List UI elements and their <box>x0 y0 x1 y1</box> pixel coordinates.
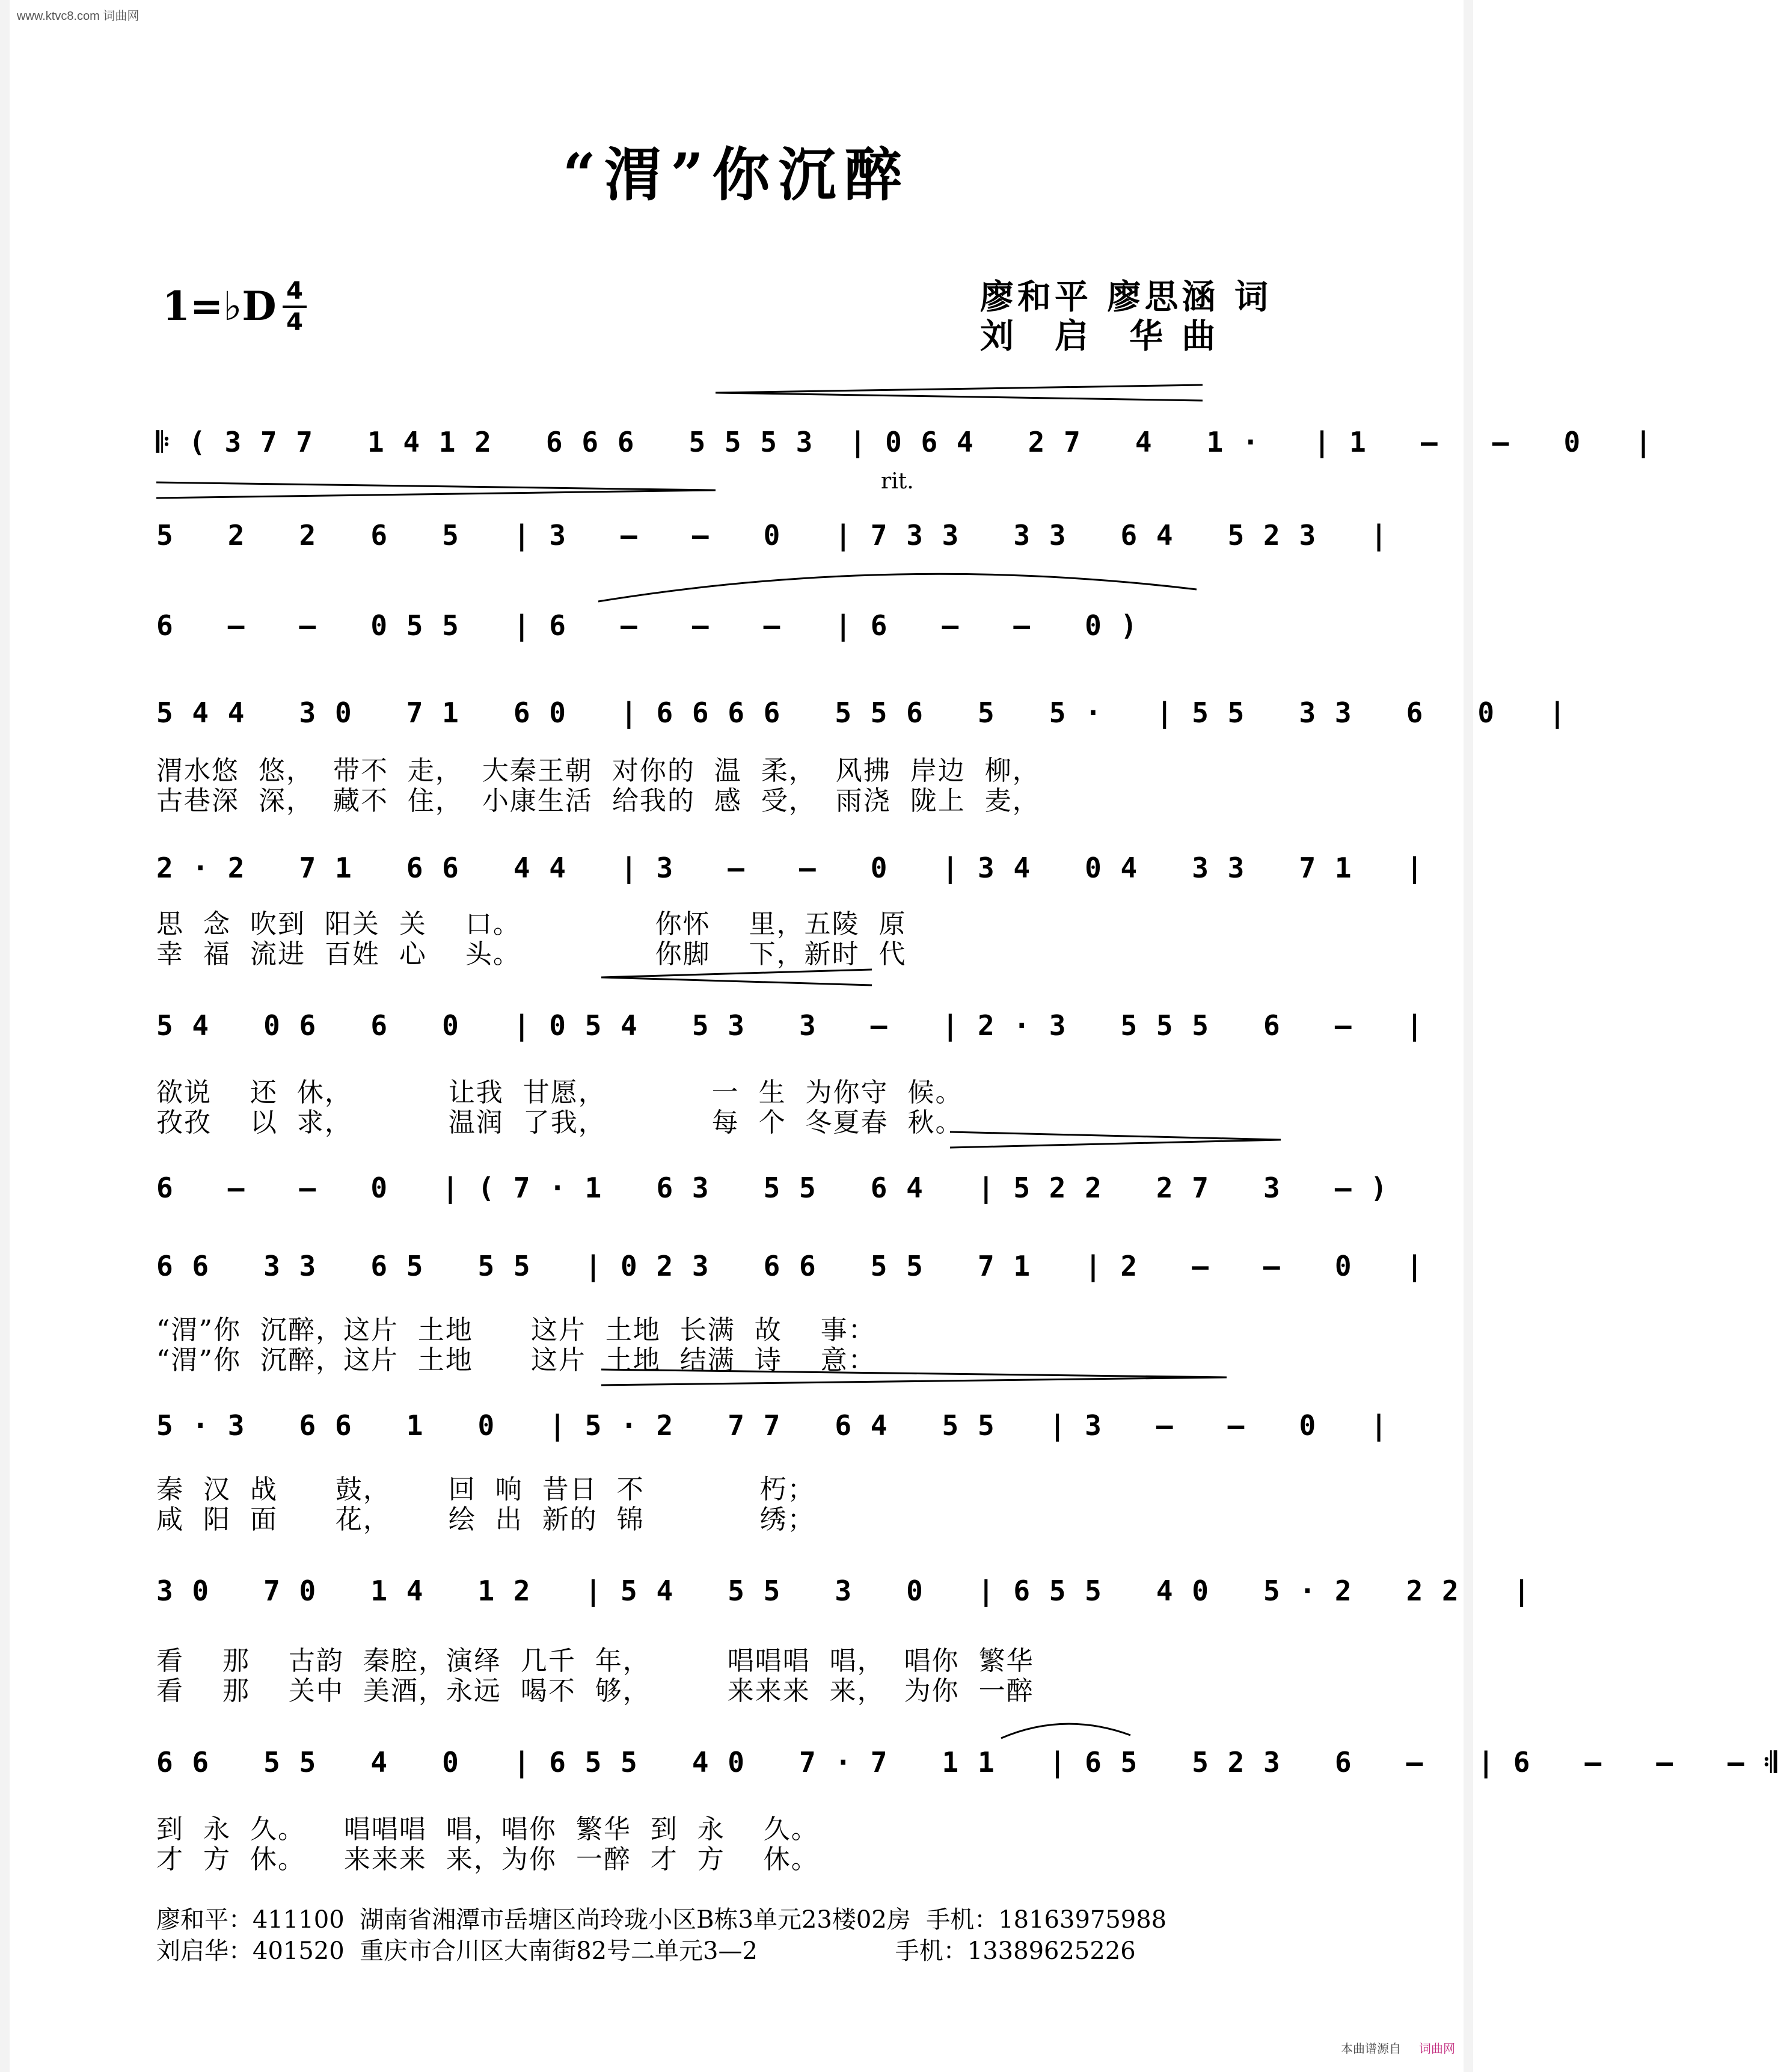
lyric-verse-2: 孜孜 以 求， 温润 了我， 每 个 冬夏春 秋。 <box>156 1107 963 1138</box>
lyric-verse-1: 到 永 久。 唱唱唱 唱，唱你 繁华 到 永 久。 <box>156 1814 819 1845</box>
staff-system-10 <box>156 1570 1531 1612</box>
staff-system-7 <box>156 1167 1388 1209</box>
lyric-verse-2: 幸 福 流进 百姓 心 头。 你脚 下，新时 代 <box>156 939 907 970</box>
meter-top: 4 <box>286 277 303 305</box>
decrescendo-hairpin <box>950 1131 1287 1149</box>
staff-system-3 <box>156 604 1317 647</box>
song-title: “渭”你沉醉 <box>562 141 911 209</box>
staff-system-5 <box>156 847 1424 889</box>
source-note: 本曲谱源自 <box>1341 2043 1401 2056</box>
site-watermark: www.ktvc8.com 词曲网 <box>17 10 139 23</box>
key-signature: 1=♭D <box>162 283 277 330</box>
lyricists-credit: 廖和平 廖思涵 词 <box>980 277 1272 317</box>
staff-system-9 <box>156 1404 1388 1446</box>
lyric-verse-1: 欲说 还 休， 让我 甘愿， 一 生 为你守 候。 <box>156 1077 963 1108</box>
meter-bar <box>283 306 307 308</box>
lyric-verse-1: 秦 汉 战 鼓， 回 响 昔日 不 朽； <box>156 1474 815 1505</box>
contact-line-lyricist: 廖和平：411100 湖南省湘潭市岳塘区尚玲珑小区B栋3单元23楼02房 手机：18163975988 <box>156 1906 1167 1934</box>
notation-line: 5 · 3 6 6 1 0 | 5 · 2 7 7 6 4 5 5 | 3 – – 0 | <box>156 1409 1388 1442</box>
staff-system-4 <box>156 692 1567 734</box>
notation-line: 6 – – 0 5 5 | 6 – – – | 6 – – 0 ) <box>156 609 1139 642</box>
ritardando-mark: rit. <box>881 469 914 494</box>
lyric-verse-2: “渭”你 沉醉，这片 土地 这片 土地 结满 诗 意： <box>156 1345 876 1376</box>
lyric-verse-2: 才 方 休。 来来来 来，为你 一醉 才 方 休。 <box>156 1844 819 1875</box>
slur-tie <box>595 565 1203 607</box>
crescendo-hairpin <box>716 384 1209 402</box>
crescendo-hairpin <box>601 968 878 986</box>
notation-line: 2 · 2 7 1 6 6 4 4 | 3 – – 0 | 3 4 0 4 3 3 7 1 | <box>156 852 1424 884</box>
lyric-verse-1: “渭”你 沉醉，这片 土地 这片 土地 长满 故 事： <box>156 1315 876 1345</box>
composer-credit: 刘 启 华 曲 <box>980 316 1219 356</box>
staff-system-6 <box>156 1004 1424 1047</box>
lyric-verse-2: 古巷深 深， 藏不 住， 小康生活 给我的 感 受， 雨浇 陇上 麦， <box>156 785 1040 816</box>
slur-tie <box>998 1717 1136 1741</box>
notation-line: 6 – – 0 | ( 7 · 1 6 3 5 5 6 4 | 5 2 2 2 7 3 – ) <box>156 1172 1388 1204</box>
source-site: 词曲网 <box>1419 2043 1455 2056</box>
staff-system-11 <box>156 1741 1778 1783</box>
time-signature <box>283 278 307 336</box>
lyric-verse-1: 渭水悠 悠， 带不 走， 大秦王朝 对你的 温 柔， 风拂 岸边 柳， <box>156 755 1040 786</box>
notation-line: 6 6 3 3 6 5 5 5 | 0 2 3 6 6 5 5 7 1 | 2 – – 0 | <box>156 1250 1424 1282</box>
lyric-verse-2: 看 那 关中 美酒，永远 喝不 够， 来来来 来， 为你 一醉 <box>156 1676 1034 1706</box>
notation-line: 6 6 5 5 4 0 | 6 5 5 4 0 7 · 7 1 1 | 6 5 5 2 3 6 – | 6 – – – 𝄇 <box>156 1746 1778 1778</box>
staff-system-1 <box>156 421 1653 463</box>
notation-line: 5 2 2 6 5 | 3 – – 0 | 7 3 3 3 3 6 4 5 2 3 | <box>156 519 1388 552</box>
staff-system-2 <box>156 514 1388 556</box>
left-margin-band <box>0 0 10 2072</box>
meter-bottom: 4 <box>286 309 303 336</box>
notation-line: 5 4 4 3 0 7 1 6 0 | 6 6 6 6 5 5 6 5 5 · | 5 5 3 3 6 0 | <box>156 696 1567 729</box>
notation-line: 3 0 7 0 1 4 1 2 | 5 4 5 5 3 0 | 6 5 5 4 0 5 · 2 2 2 | <box>156 1575 1531 1607</box>
lyric-verse-1: 看 那 古韵 秦腔，演绎 几千 年， 唱唱唱 唱， 唱你 繁华 <box>156 1646 1034 1676</box>
decrescendo-hairpin <box>601 1368 1233 1386</box>
contact-line-composer: 刘启华：401520 重庆市合川区大南街82号二单元3—2 手机：13389625226 <box>156 1937 1136 1965</box>
lyric-verse-1: 思 念 吹到 阳关 关 口。 你怀 里，五陵 原 <box>156 909 907 939</box>
lyric-verse-2: 咸 阳 面 花， 绘 出 新的 锦 绣； <box>156 1504 815 1535</box>
decrescendo-hairpin <box>156 481 722 499</box>
staff-system-8 <box>156 1245 1424 1287</box>
notation-line: 𝄆 ( 3 7 7 1 4 1 2 6 6 6 5 5 5 3 | 0 6 4 2 7 4 1 · | 1 – – 0 | <box>156 426 1653 458</box>
notation-line: 5 4 0 6 6 0 | 0 5 4 5 3 3 – | 2 · 3 5 5 5 6 – | <box>156 1009 1424 1042</box>
